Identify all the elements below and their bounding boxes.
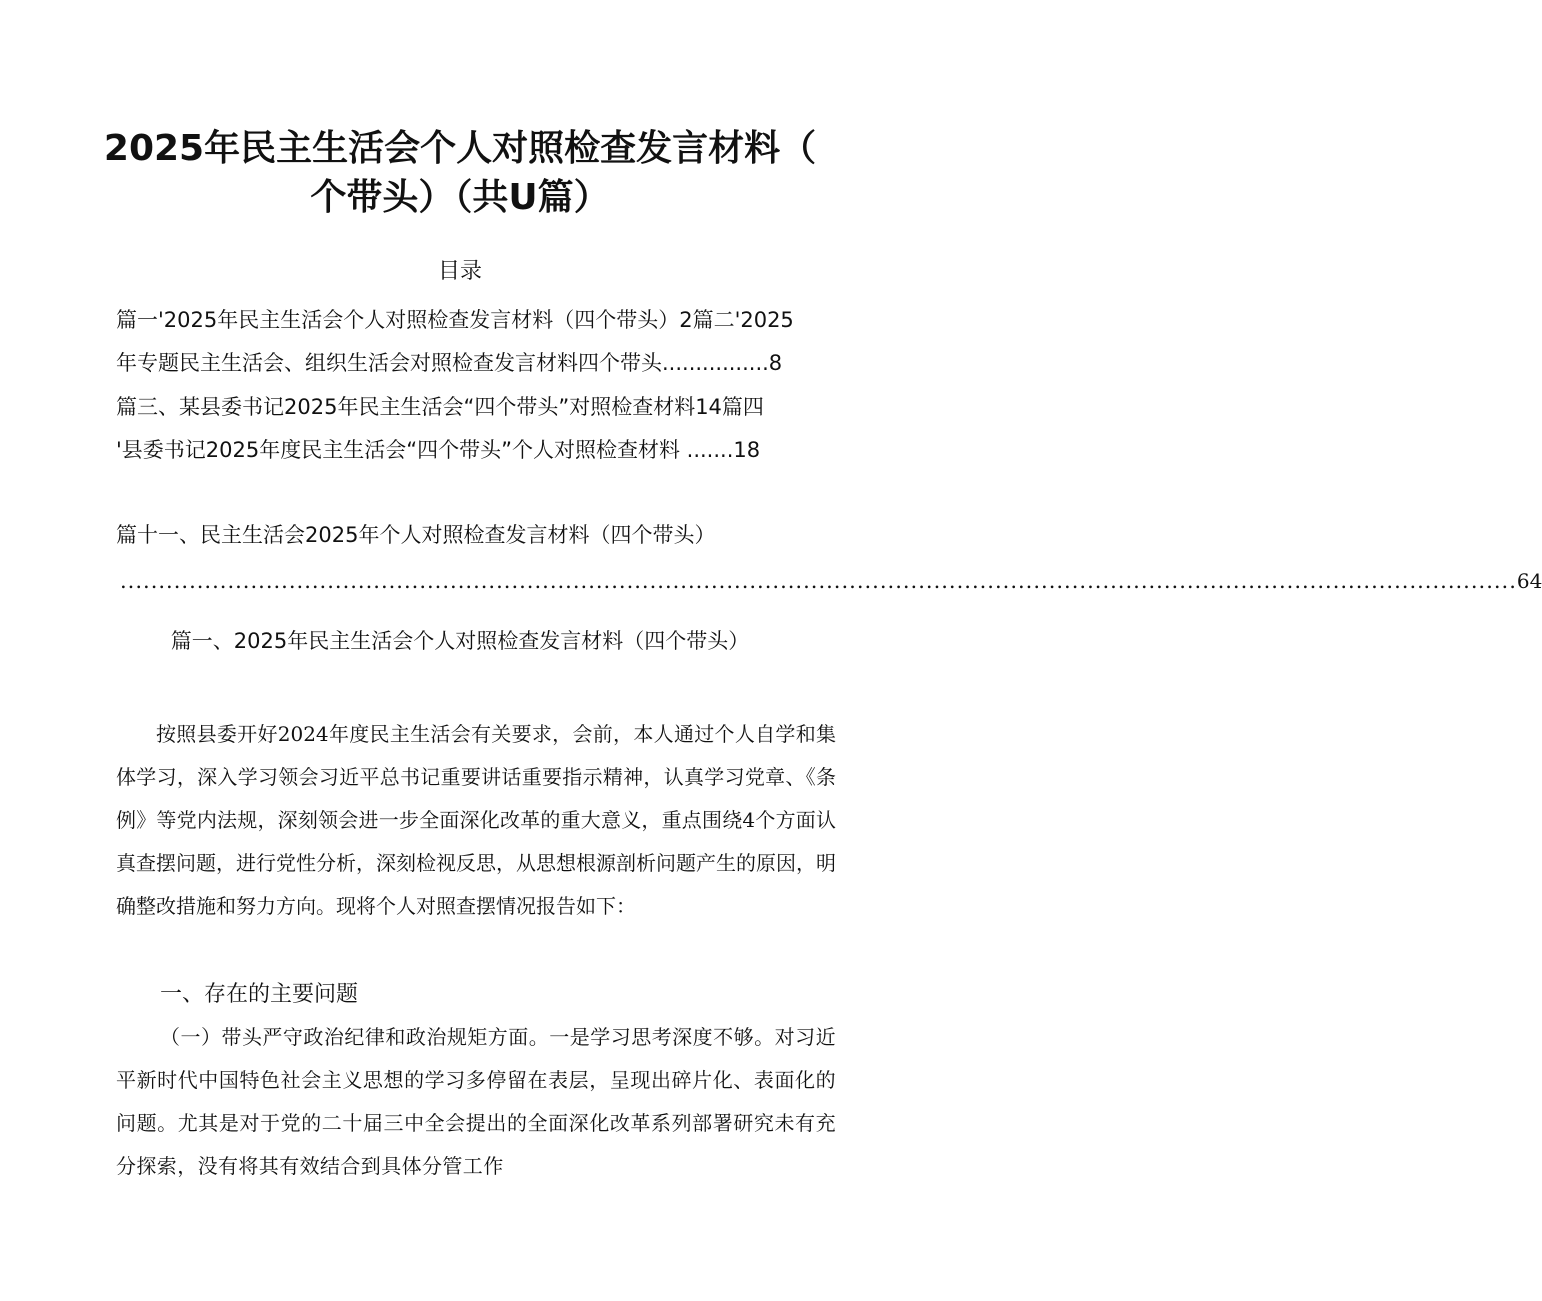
document-title-line-1: 2025年民主生活会个人对照检查发言材料（	[103, 128, 817, 169]
toc-heading: 目录	[437, 259, 482, 284]
toc-line[interactable]: 篇十一、民主生活会2025年个人对照检查发言材料（四个带头）	[116, 523, 716, 547]
toc-leader-line[interactable]	[120, 564, 1542, 596]
body-paragraph: 按照县委开好2024年度民主生活会有关要求，会前，本人通过个人自学和集体学习，深入学习领会习近平总书记重要讲话重要指示精神，认真学习党章、《条例》等党内法规，深刻领会进一步全面深化改革的重大意义，重点围绕4个方面认真查摆问题，进行党性分析，深刻检视反思，从思想根源剖析问题产生的原因，明确整改措施和努力方向。现将个人对照查摆情况报告如下：	[116, 722, 836, 918]
section-heading: 一、存在的主要问题	[160, 982, 359, 1007]
section-title: 篇一、2025年民主生活会个人对照检查发言材料（四个带头）	[170, 629, 750, 653]
toc-line[interactable]: 篇一'2025年民主生活会个人对照检查发言材料（四个带头）2篇二'2025	[116, 308, 794, 332]
body-paragraph: （一）带头严守政治纪律和政治规矩方面。一是学习思考深度不够。对习近平新时代中国特色社会主义思想的学习多停留在表层，呈现出碎片化、表面化的问题。尤其是对于党的二十届三中全会提出的全面深化改革系列部署研究未有充分探索，没有将其有效结合到具体分管工作	[116, 1025, 836, 1178]
toc-page-number: 64	[1516, 569, 1542, 593]
toc-line[interactable]: '县委书记2025年度民主生活会“四个带头”个人对照检查材料 .......18	[116, 438, 761, 462]
toc-line[interactable]: 篇三、某县委书记2025年民主生活会“四个带头”对照检查材料14篇四	[116, 395, 764, 419]
toc-dot-leader: ......................................................................................................................................................................................	[120, 569, 1517, 593]
document-title-line-2: 个带头）（共U篇）	[310, 177, 610, 218]
toc-line[interactable]: 年专题民主生活会、组织生活会对照检查发言材料四个带头................8	[116, 351, 783, 375]
